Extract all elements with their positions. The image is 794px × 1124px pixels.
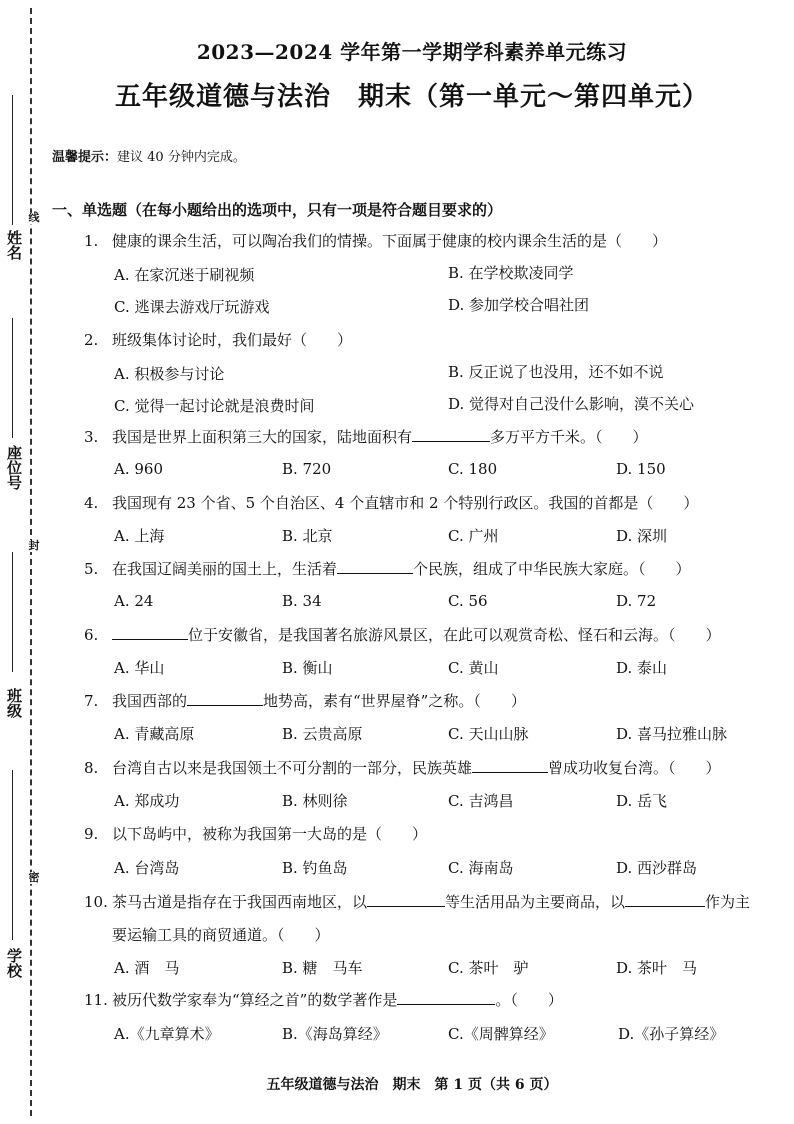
question-3 [84, 426, 648, 447]
option[interactable]: D. 觉得对自己没什么影响，漠不关心 [448, 395, 695, 413]
question-text: 以下岛屿中，被称为我国第一大岛的是（ ） [112, 825, 428, 843]
option[interactable]: C. 黄山 [448, 659, 499, 677]
option[interactable]: D. 岳飞 [616, 792, 668, 810]
option[interactable]: D. 72 [616, 592, 657, 610]
option[interactable]: B. 云贵高原 [282, 725, 363, 743]
question-text-cont: 地势高，素有“世界屋脊”之称。（ ） [263, 692, 526, 710]
question-text: 我国西部的 [112, 692, 188, 710]
class-underline [12, 552, 13, 672]
question-5 [84, 558, 691, 579]
question-text-cont: 位于安徽省，是我国著名旅游风景区，在此可以观赏奇松、怪石和云海。（ ） [188, 626, 721, 644]
tip [52, 146, 246, 165]
option[interactable]: C. 56 [448, 592, 488, 610]
question-text-cont: 个民族，组成了中华民族大家庭。（ ） [413, 560, 691, 578]
option[interactable]: C. 茶叶 驴 [448, 959, 529, 977]
option[interactable]: C.《周髀算经》 [448, 1025, 554, 1043]
question-9 [84, 823, 427, 844]
question-text: 台湾自古以来是我国领土不可分割的一部分，民族英雄 [112, 759, 473, 777]
question-4 [84, 492, 698, 513]
option[interactable]: B. 720 [282, 460, 332, 478]
option[interactable]: A. 上海 [114, 527, 165, 545]
cut-line [30, 8, 32, 1116]
answer-blank[interactable] [397, 990, 495, 1005]
seal-char-secret: 密 [28, 871, 40, 884]
answer-blank[interactable] [472, 758, 548, 773]
option[interactable]: B. 在学校欺凌同学 [448, 264, 574, 282]
option[interactable]: D. 150 [616, 460, 666, 478]
question-number: 6. [84, 626, 99, 644]
answer-blank[interactable] [112, 625, 188, 640]
option[interactable]: D. 喜马拉雅山脉 [616, 725, 728, 743]
binding-label-name: 姓名 [5, 230, 23, 260]
tip-label: 温馨提示： [52, 150, 118, 165]
answer-blank[interactable] [337, 559, 413, 574]
binding-label-school: 学校 [5, 948, 23, 978]
option[interactable]: D. 深圳 [616, 527, 668, 545]
option[interactable]: B. 北京 [282, 527, 333, 545]
section-heading: 一、单选题（在每小题给出的选项中，只有一项是符合题目要求的） [52, 201, 503, 219]
question-number: 11. [84, 991, 108, 1009]
option[interactable]: C. 吉鸿昌 [448, 792, 514, 810]
question-number: 7. [84, 692, 99, 710]
question-10-cont [112, 924, 330, 945]
option[interactable]: A. 台湾岛 [114, 859, 180, 877]
option[interactable]: D.《孙子算经》 [618, 1025, 725, 1043]
question-number: 2. [84, 331, 99, 349]
option[interactable]: A. 青藏高原 [114, 725, 195, 743]
option[interactable]: A. 960 [114, 460, 163, 478]
option[interactable]: B. 衡山 [282, 659, 333, 677]
question-number: 8. [84, 759, 99, 777]
option[interactable]: C. 广州 [448, 527, 499, 545]
question-number: 3. [84, 428, 99, 446]
option[interactable]: C. 觉得一起讨论就是浪费时间 [114, 397, 315, 415]
option[interactable]: B. 林则徐 [282, 792, 348, 810]
question-text: 我国现有 23 个省、5 个自治区、4 个直辖市和 2 个特别行政区。我国的首都是（ ） [112, 494, 699, 512]
question-number: 5. [84, 560, 99, 578]
question-10 [84, 891, 750, 912]
question-number: 4. [84, 494, 99, 512]
binding-margin [0, 0, 46, 1124]
name-underline [12, 95, 13, 225]
seal-char-line: 线 [28, 211, 40, 224]
question-2 [84, 329, 352, 350]
question-text-cont: 。（ ） [495, 991, 563, 1009]
question-number: 9. [84, 825, 99, 843]
option[interactable]: A. 在家沉迷于刷视频 [114, 266, 255, 284]
question-11 [84, 989, 563, 1010]
answer-blank[interactable] [412, 427, 490, 442]
binding-label-class: 班级 [5, 688, 23, 718]
option[interactable]: D. 参加学校合唱社团 [448, 296, 590, 314]
seal-char-seal: 封 [28, 539, 40, 552]
question-text: 班级集体讨论时，我们最好（ ） [112, 331, 353, 349]
page-footer: 五年级道德与法治 期末 第 1 页（共 6 页） [266, 1077, 558, 1093]
option[interactable]: A. 酒 马 [114, 959, 180, 977]
option[interactable]: C. 海南岛 [448, 859, 514, 877]
question-number: 1. [84, 232, 99, 250]
question-text-cont: 作为主 [705, 893, 751, 911]
option[interactable]: B.《海岛算经》 [282, 1025, 388, 1043]
option[interactable]: B. 糖 马车 [282, 959, 363, 977]
option[interactable]: C. 180 [448, 460, 498, 478]
option[interactable]: B. 钓鱼岛 [282, 859, 348, 877]
binding-label-seat: 座位号 [5, 445, 23, 490]
option[interactable]: B. 反正说了也没用，还不如不说 [448, 363, 664, 381]
page-title: 2023—2024 学年第一学期学科素养单元练习 [196, 40, 628, 64]
option[interactable]: C. 逃课去游戏厅玩游戏 [114, 298, 270, 316]
answer-blank[interactable] [187, 691, 263, 706]
option[interactable]: B. 34 [282, 592, 322, 610]
question-text: 茶马古道是指存在于我国西南地区，以 [112, 893, 368, 911]
option[interactable]: D. 西沙群岛 [616, 859, 698, 877]
option[interactable]: A. 24 [114, 592, 154, 610]
option[interactable]: A. 郑成功 [114, 792, 180, 810]
page-subtitle: 五年级道德与法治 期末（第一单元～第四单元） [114, 82, 709, 112]
question-text-cont: 要运输工具的商贸通道。（ ） [112, 926, 330, 944]
question-number: 10. [84, 893, 108, 911]
answer-blank[interactable] [367, 892, 445, 907]
question-text-cont: 曾成功收复台湾。（ ） [548, 759, 721, 777]
option[interactable]: D. 泰山 [616, 659, 668, 677]
option[interactable]: A.《九章算术》 [114, 1025, 220, 1043]
question-text-cont: 多万平方千米。（ ） [490, 428, 648, 446]
question-7 [84, 690, 526, 711]
question-8 [84, 757, 721, 778]
question-1 [84, 230, 667, 251]
option[interactable]: C. 天山山脉 [448, 725, 529, 743]
question-text: 在我国辽阔美丽的国土上，生活着 [112, 560, 338, 578]
option[interactable]: A. 华山 [114, 659, 165, 677]
question-6 [84, 624, 721, 645]
question-text: 我国是世界上面积第三大的国家，陆地面积有 [112, 428, 413, 446]
option[interactable]: D. 茶叶 马 [616, 959, 698, 977]
question-text-cont: 等生活用品为主要商品，以 [445, 893, 626, 911]
answer-blank[interactable] [625, 892, 705, 907]
question-text: 健康的课余生活，可以陶冶我们的情操。下面属于健康的校内课余生活的是（ ） [112, 232, 668, 250]
question-text: 被历代数学家奉为“算经之首”的数学著作是 [112, 991, 398, 1009]
school-underline [12, 770, 13, 940]
option[interactable]: A. 积极参与讨论 [114, 365, 225, 383]
tip-text: 建议 40 分钟内完成。 [117, 150, 246, 165]
seat-underline [12, 318, 13, 438]
